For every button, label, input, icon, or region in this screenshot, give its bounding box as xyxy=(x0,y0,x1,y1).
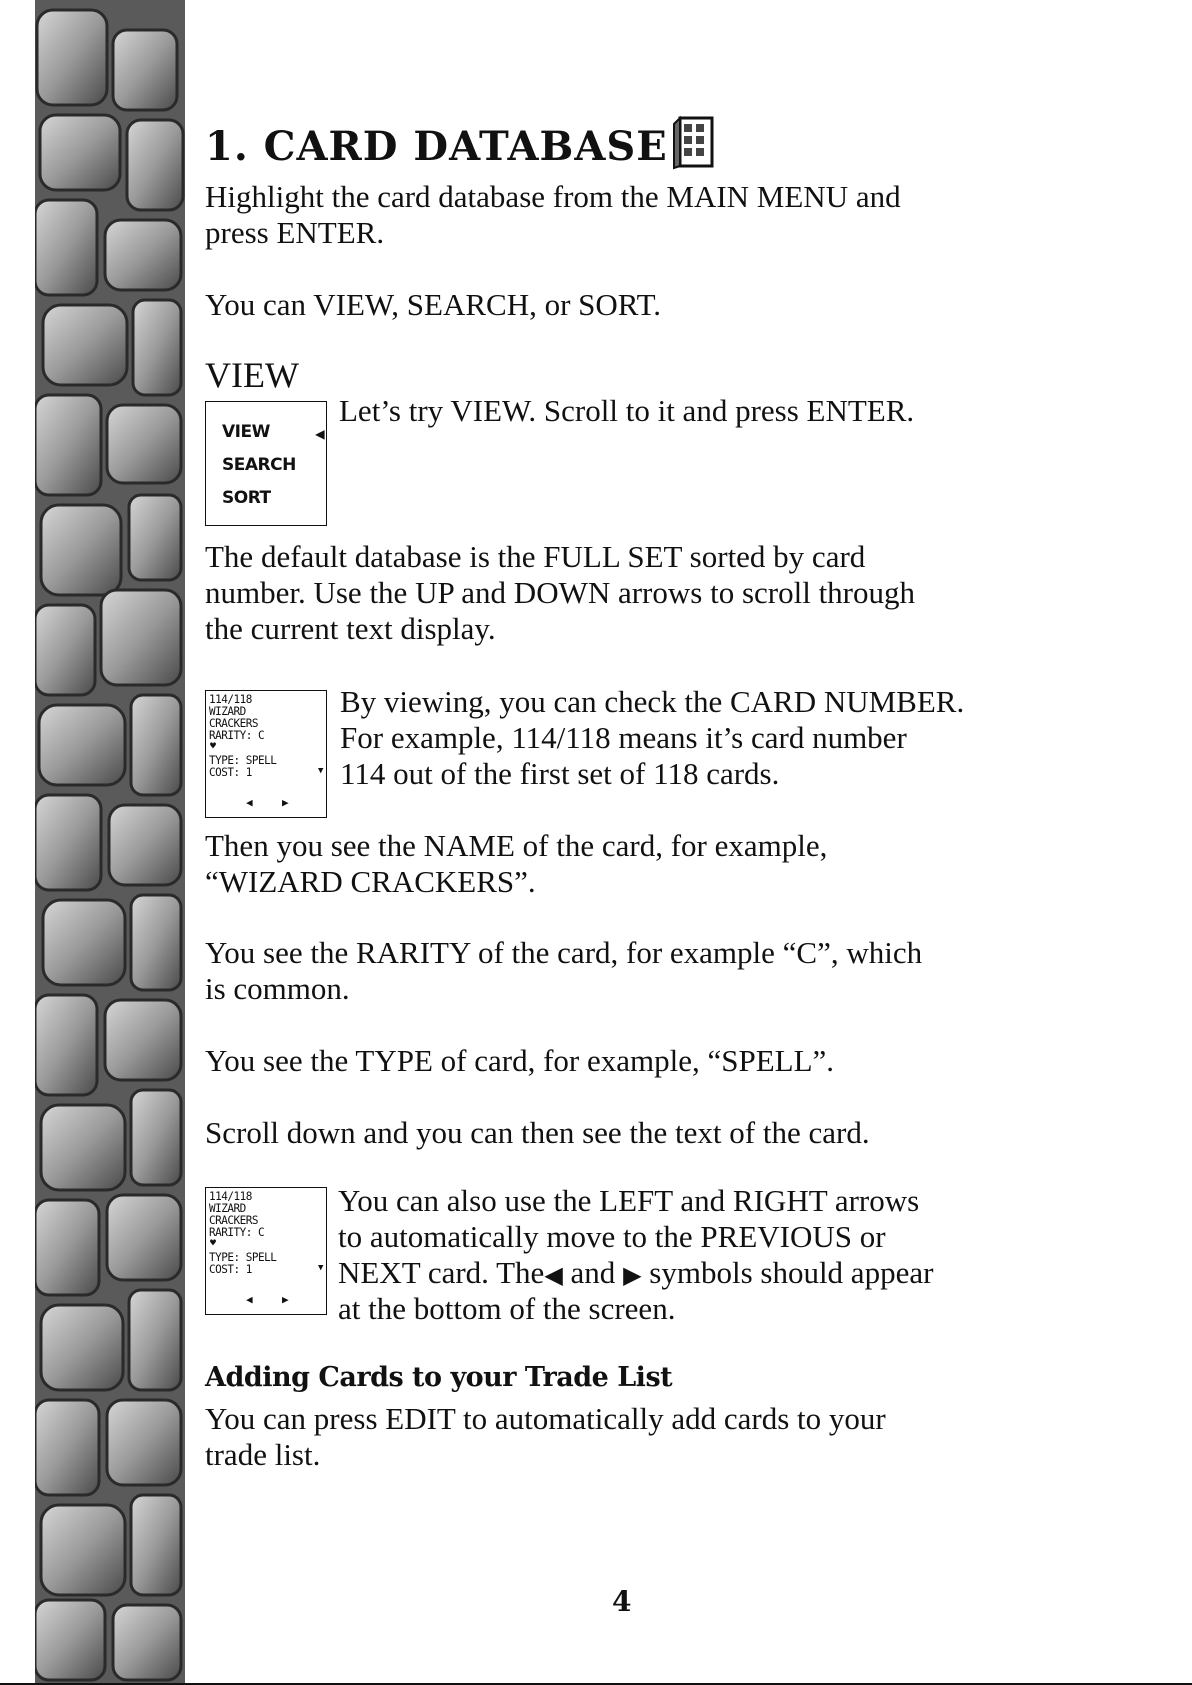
arrows-line-3-part-a: NEXT card. The xyxy=(338,1255,545,1290)
book-icon xyxy=(672,116,716,170)
card-cost: COST: 1 xyxy=(209,1262,252,1277)
card-screen-2 xyxy=(205,1187,327,1315)
heart-icon: ♥ xyxy=(210,1238,217,1249)
card-name-1: WIZARD xyxy=(209,704,246,719)
card-rarity: RARITY: C xyxy=(209,1225,265,1240)
view-heading: VIEW xyxy=(205,355,299,395)
intro-line-2: press ENTER. xyxy=(205,215,385,250)
card-cost: COST: 1 xyxy=(209,765,252,780)
right-triangle-icon: ▶ xyxy=(623,1263,642,1289)
card-number: 114/118 xyxy=(209,692,252,707)
card-name-2: CRACKERS xyxy=(209,1213,258,1228)
default-db-line-1: The default database is the FULL SET sorted by card xyxy=(205,539,866,574)
try-view-text: Let’s try VIEW. Scroll to it and press ENTER. xyxy=(339,393,915,428)
menu-item-view: VIEW xyxy=(222,422,270,442)
card-number-line-2: For example, 114/118 means it’s card number xyxy=(340,720,907,755)
menu-item-search: SEARCH xyxy=(222,455,296,475)
card-name-1: WIZARD xyxy=(209,1201,246,1216)
scroll-text: Scroll down and you can then see the text of the card. xyxy=(205,1115,870,1150)
page-title xyxy=(205,116,716,170)
card-number-line-1: By viewing, you can check the CARD NUMBER. xyxy=(340,684,965,719)
rarity-line-1: You see the RARITY of the card, for example “C”, which xyxy=(205,935,923,970)
name-line-1: Then you see the NAME of the card, for example, xyxy=(205,828,828,863)
arrows-line-3-part-c: symbols should appear xyxy=(641,1255,934,1290)
default-db-line-2: number. Use the UP and DOWN arrows to scroll through xyxy=(205,575,916,610)
left-arrow-icon: ◀ xyxy=(246,796,253,809)
cursor-arrow-icon: ◀ xyxy=(315,424,325,443)
arrows-line-4: at the bottom of the screen. xyxy=(338,1291,676,1326)
default-db-line-3: the current text display. xyxy=(205,611,496,646)
name-line-2: “WIZARD CRACKERS”. xyxy=(205,864,536,899)
left-arrow-icon: ◀ xyxy=(246,1293,253,1306)
intro-options: You can VIEW, SEARCH, or SORT. xyxy=(205,287,662,322)
menu-screen xyxy=(205,401,327,526)
menu-item-sort: SORT xyxy=(222,488,271,508)
type-text: You see the TYPE of card, for example, “SPELL”. xyxy=(205,1043,835,1078)
card-number: 114/118 xyxy=(209,1189,252,1204)
left-triangle-icon: ◀ xyxy=(544,1263,563,1289)
arrows-line-3 xyxy=(338,1255,933,1294)
trade-line-2: trade list. xyxy=(205,1437,321,1472)
stone-wall-border xyxy=(35,0,185,1683)
rarity-line-2: is common. xyxy=(205,971,350,1006)
card-type: TYPE: SPELL xyxy=(209,1250,277,1265)
card-rarity: RARITY: C xyxy=(209,728,265,743)
scroll-down-icon: ▼ xyxy=(318,1263,324,1273)
heart-icon: ♥ xyxy=(210,741,217,752)
card-screen xyxy=(205,690,327,818)
card-name-2: CRACKERS xyxy=(209,716,258,731)
right-arrow-icon: ▶ xyxy=(282,796,289,809)
intro-line-1: Highlight the card database from the MAIN MENU and xyxy=(205,179,901,214)
trade-list-heading: Adding Cards to your Trade List xyxy=(205,1362,673,1393)
card-number-line-3: 114 out of the first set of 118 cards. xyxy=(340,756,780,791)
trade-line-1: You can press EDIT to automatically add cards to your xyxy=(205,1401,886,1436)
page-number: 4 xyxy=(612,1585,632,1618)
right-arrow-icon: ▶ xyxy=(282,1293,289,1306)
page-title-text: 1. CARD DATABASE xyxy=(205,123,668,170)
arrows-line-3-part-b: and xyxy=(562,1255,624,1290)
arrows-line-2: to automatically move to the PREVIOUS or xyxy=(338,1219,886,1254)
card-type: TYPE: SPELL xyxy=(209,753,277,768)
arrows-line-1: You can also use the LEFT and RIGHT arrows xyxy=(338,1183,920,1218)
scroll-down-icon: ▼ xyxy=(318,766,324,776)
